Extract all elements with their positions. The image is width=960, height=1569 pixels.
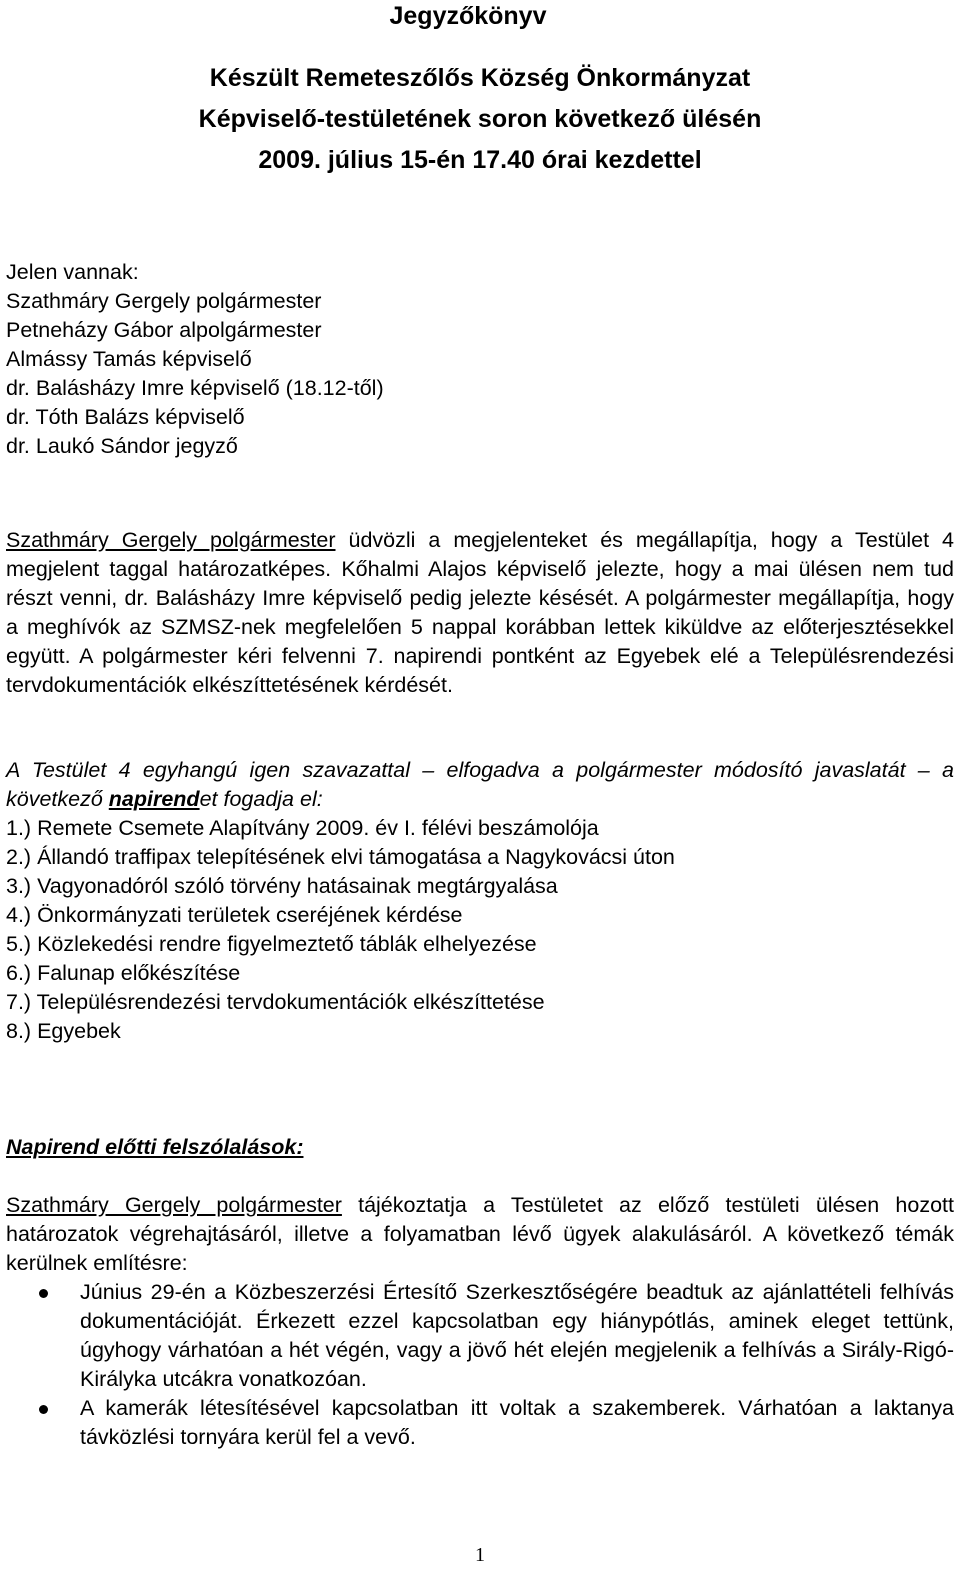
bullet-item bbox=[0, 1394, 960, 1452]
agenda-list bbox=[6, 814, 954, 1046]
decision-text-after: et fogadja el: bbox=[199, 787, 323, 811]
attendee: Szathmáry Gergely polgármester bbox=[6, 289, 322, 313]
agenda-item: 8.) Egyebek bbox=[6, 1019, 121, 1043]
bullet-icon bbox=[39, 1405, 48, 1414]
pre-agenda-paragraph bbox=[6, 1191, 954, 1278]
speaker-name: Szathmáry Gergely polgármester bbox=[6, 528, 336, 552]
attendee: Petneházy Gábor alpolgármester bbox=[6, 318, 322, 342]
page-number: 1 bbox=[475, 1544, 485, 1566]
header-line: Készült Remeteszőlős Község Önkormányzat bbox=[209, 64, 751, 92]
agenda-item: 5.) Közlekedési rendre figyelmeztető táblák elhelyezése bbox=[6, 932, 537, 956]
bullet-list bbox=[0, 1278, 960, 1452]
section-heading: Napirend előtti felszólalások: bbox=[6, 1135, 304, 1159]
pre-agenda-text: tájékoztatja a Testületet az előző testületi ülésen hozott határozatok végrehajtásáról, illetve a folyamatban lévő ügyek alakulásáról. A következő témák kerülnek említésre: bbox=[6, 1193, 954, 1275]
attendee: Almássy Tamás képviselő bbox=[6, 347, 252, 371]
attendee: dr. Balásházy Imre képviselő (18.12-től) bbox=[6, 376, 384, 400]
agenda-decision bbox=[6, 756, 954, 814]
agenda-item: 7.) Településrendezési tervdokumentációk elkészíttetése bbox=[6, 990, 545, 1014]
agenda-item: 3.) Vagyonadóról szóló törvény hatásainak megtárgyalása bbox=[6, 874, 558, 898]
speaker-name: Szathmáry Gergely polgármester bbox=[6, 1193, 342, 1217]
decision-text-before: A Testület 4 egyhangú igen szavazattal – elfogadva a polgármester módosító javaslatát – a következő bbox=[6, 758, 954, 811]
bullet-icon bbox=[39, 1289, 48, 1298]
meeting-header bbox=[0, 58, 960, 181]
bullet-text: Június 29-én a Közbeszerzési Értesítő Szerkesztőségére beadtuk az ajánlattételi felhívás dokumentációját. Érkezett ezzel kapcsolatban egy hiánypótlás, aminek eleget tettünk, úgyhogy várhatóan a hét végén, vagy a jövő hét elején megjelenik a felhívás a Sirály-Rigó-Királyka utcákra vonatkozóan. bbox=[80, 1280, 954, 1391]
document-title: Jegyzőkönyv bbox=[389, 2, 547, 30]
opening-paragraph bbox=[6, 526, 954, 700]
agenda-item: 4.) Önkormányzati területek cseréjének kérdése bbox=[6, 903, 463, 927]
agenda-item: 1.) Remete Csemete Alapítvány 2009. év I. félévi beszámolója bbox=[6, 816, 599, 840]
attendee: dr. Tóth Balázs képviselő bbox=[6, 405, 245, 429]
attendance-list bbox=[6, 258, 954, 461]
header-line: 2009. július 15-én 17.40 órai kezdettel bbox=[258, 146, 702, 174]
attendance-heading: Jelen vannak: bbox=[6, 260, 139, 284]
bullet-item bbox=[0, 1278, 960, 1394]
agenda-item: 6.) Falunap előkészítése bbox=[6, 961, 241, 985]
bullet-text: A kamerák létesítésével kapcsolatban itt voltak a szakemberek. Várhatóan a laktanya távközlési tornyára kerül fel a vevő. bbox=[80, 1396, 954, 1449]
agenda-item: 2.) Állandó traffipax telepítésének elvi támogatása a Nagykovácsi úton bbox=[6, 845, 675, 869]
header-line: Képviselő-testületének soron következő ülésén bbox=[198, 105, 762, 133]
opening-text: üdvözli a megjelenteket és megállapítja, hogy a Testület 4 megjelent taggal határozatképes. Kőhalmi Alajos képviselő jelezte, hogy a mai ülésen nem tud részt venni, dr. Balásházy Imre képviselő pedig jelezte késését. A polgármester megállapítja, hogy a meghívók az SZMSZ-nek megfelelően 5 nappal korábban lettek kiküldve az előterjesztésekkel együtt. A polgármester kéri felvenni 7. napirendi pontként az Egyebek elé a Településrendezési tervdokumentációk elkészíttetésének kérdését. bbox=[6, 528, 954, 697]
decision-emphasis: napirend bbox=[108, 787, 200, 811]
attendee: dr. Laukó Sándor jegyző bbox=[6, 434, 238, 458]
